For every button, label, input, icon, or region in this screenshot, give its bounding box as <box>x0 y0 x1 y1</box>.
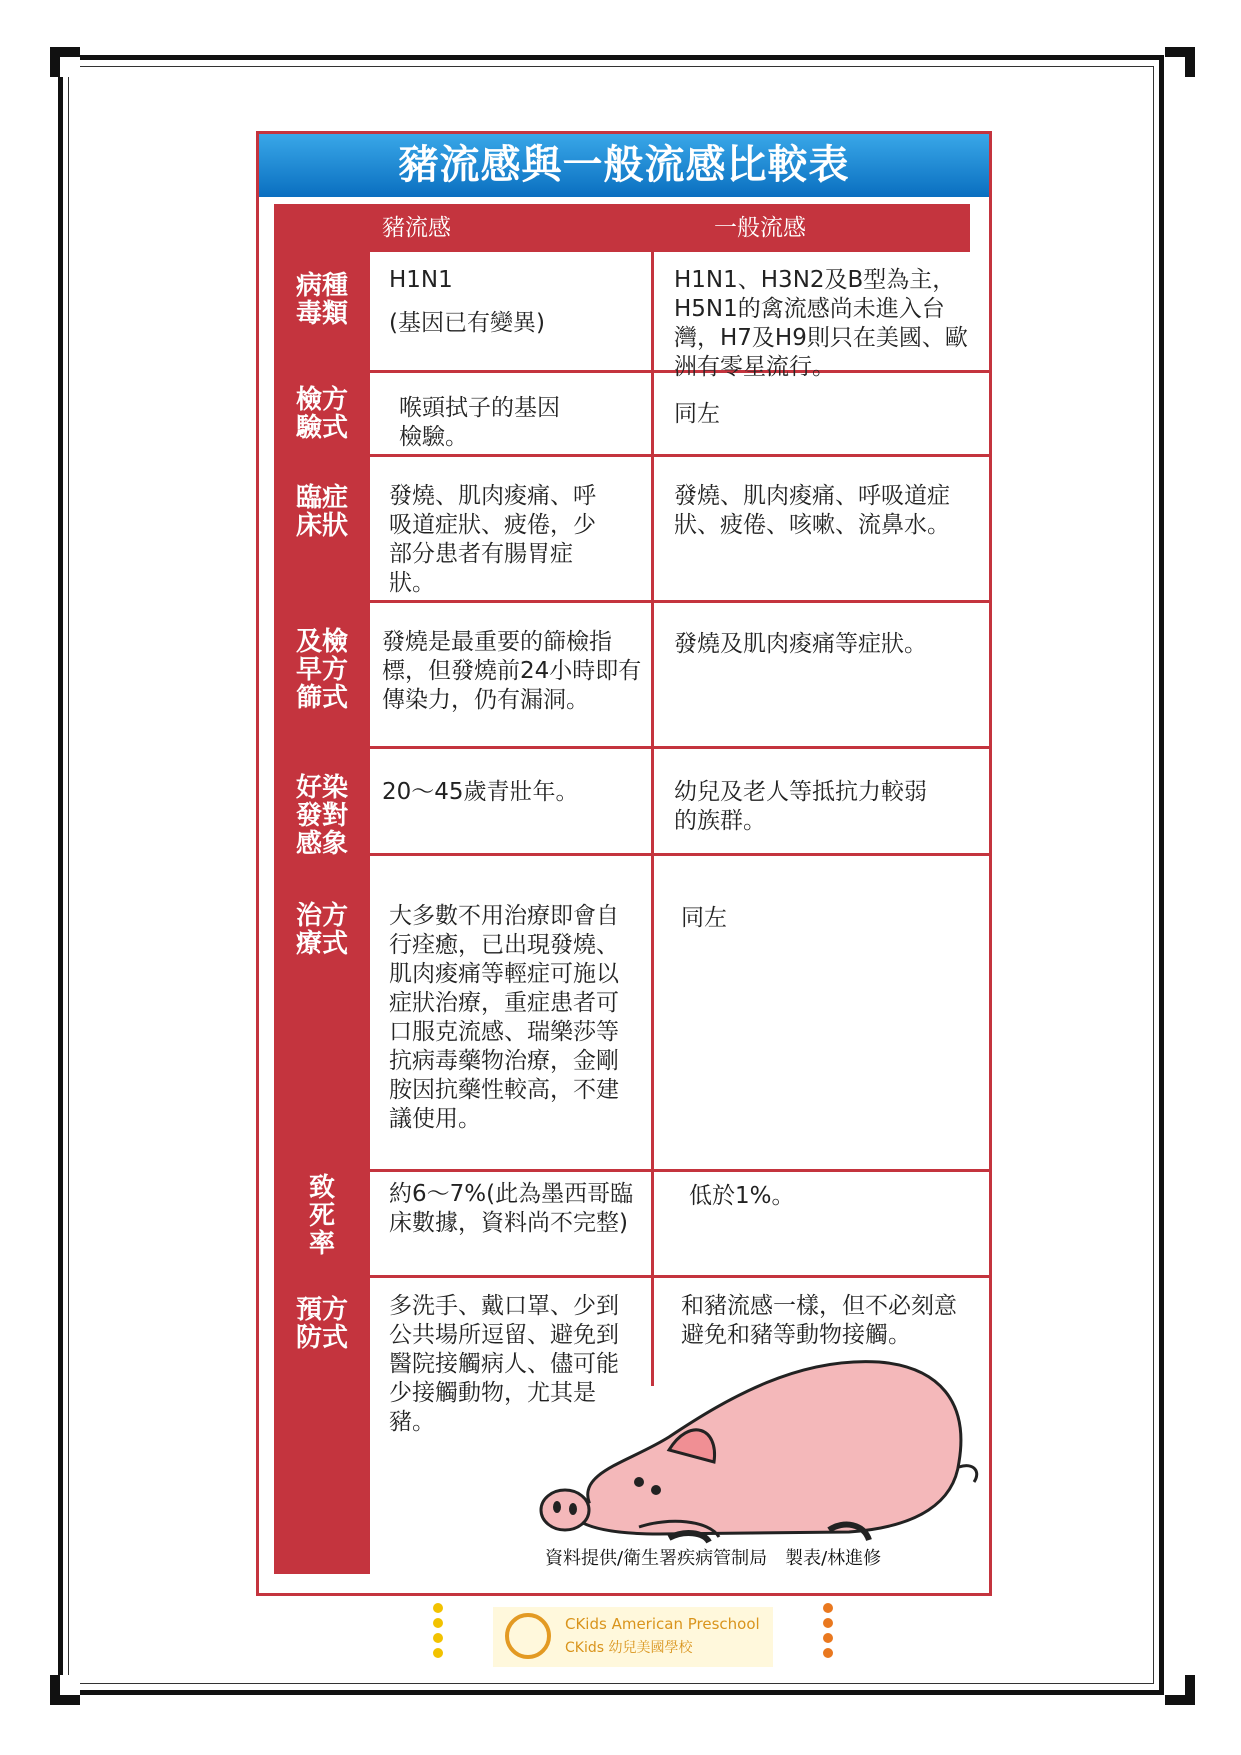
row-label-line: 治方 <box>295 901 348 931</box>
page-title: 豬流感與一般流感比較表 <box>259 134 989 197</box>
logo-text-zh: CKids 幼兒美國學校 <box>565 1640 693 1656</box>
column-header-bar <box>370 204 970 252</box>
column-divider <box>651 252 654 1386</box>
cell-general-treatment: 同左 <box>681 905 727 931</box>
row-label-screening <box>274 628 370 712</box>
cell-general-mortality: 低於1%。 <box>689 1183 795 1209</box>
row-divider <box>370 746 992 749</box>
row-divider <box>370 853 992 856</box>
preschool-logo-band <box>433 1603 833 1673</box>
row-label-line: 及檢 <box>295 627 348 657</box>
row-label-line: 驗式 <box>295 413 348 443</box>
row-label-line: 床狀 <box>295 511 348 541</box>
row-divider <box>370 600 992 603</box>
comparison-card <box>256 131 992 1596</box>
row-label-line: 毒類 <box>295 299 348 329</box>
cell-swine-prevention: 多洗手、戴口罩、少到公共場所逗留、避免到醫院接觸病人、儘可能少接觸動物，尤其是豬。 <box>389 1293 619 1435</box>
cell-general-susceptible-group: 幼兒及老人等抵抗力較弱的族群。 <box>674 779 927 834</box>
row-divider <box>370 454 992 457</box>
cell-line: H1N1 <box>389 267 453 293</box>
column-header-general: 一般流感 <box>714 215 806 241</box>
cell-swine-virus-type <box>389 266 641 338</box>
cell-swine-symptoms: 發燒、肌肉痠痛、呼吸道症狀、疲倦，少部分患者有腸胃症狀。 <box>389 483 596 596</box>
cell-general-symptoms: 發燒、肌肉痠痛、呼吸道症狀、疲倦、咳嗽、流鼻水。 <box>674 483 950 538</box>
column-header-swine: 豬流感 <box>382 215 451 241</box>
row-divider <box>370 1275 992 1278</box>
row-label-line: 臨症 <box>295 483 348 513</box>
row-label-symptoms <box>274 484 370 540</box>
frame-corner-bottom-left <box>50 1675 80 1705</box>
logo-text-en: CKids American Preschool <box>565 1615 760 1633</box>
row-label-line: 預方 <box>295 1295 348 1325</box>
cell-swine-susceptible-group: 20～45歲青壯年。 <box>382 779 579 805</box>
frame-corner-bottom-right <box>1165 1675 1195 1705</box>
decorative-dots-left <box>433 1603 443 1673</box>
row-label-virus-type <box>274 272 370 328</box>
cell-general-test-method: 同左 <box>674 401 720 427</box>
cell-general-screening: 發燒及肌肉痠痛等症狀。 <box>674 631 927 657</box>
cell-swine-screening: 發燒是最重要的篩檢指標，但發燒前24小時即有傳染力，仍有漏洞。 <box>382 629 642 713</box>
frame-corner-top-right <box>1165 47 1195 77</box>
row-label-line: 率 <box>308 1229 335 1259</box>
cell-general-prevention: 和豬流感一樣，但不必刻意避免和豬等動物接觸。 <box>681 1293 957 1348</box>
decorative-dots-right <box>823 1603 833 1673</box>
pig-illustration <box>519 1342 989 1547</box>
cell-swine-treatment: 大多數不用治療即會自行痊癒，已出現發燒、肌肉痠痛等輕症可施以症狀治療，重症患者可口服克流感、瑞樂莎等抗病毒藥物治療，金剛胺因抗藥性較高，不建議使用。 <box>389 903 619 1132</box>
ckids-logo-icon <box>505 1613 551 1659</box>
row-label-line: 致 <box>308 1173 335 1203</box>
row-label-line: 好染 <box>295 773 348 803</box>
row-label-prevention <box>274 1296 370 1352</box>
frame-corner-top-left <box>50 47 80 77</box>
row-label-line: 檢方 <box>295 385 348 415</box>
row-label-mortality <box>274 1174 370 1258</box>
row-label-line: 發對 <box>295 801 348 831</box>
row-label-line: 病種 <box>295 271 348 301</box>
row-label-treatment <box>274 902 370 958</box>
row-label-line: 感象 <box>295 829 348 859</box>
row-label-line: 死 <box>308 1201 335 1231</box>
cell-line: (基因已有變異) <box>389 310 545 336</box>
cell-general-virus-type: H1N1、H3N2及B型為主，H5N1的禽流感尚未進入台灣，H7及H9則只在美國、歐洲有零星流行。 <box>674 267 968 380</box>
row-label-line: 防式 <box>295 1323 348 1353</box>
row-label-line: 療式 <box>295 929 348 959</box>
cell-swine-mortality: 約6～7%(此為墨西哥臨床數據，資料尚不完整) <box>389 1181 634 1236</box>
cell-swine-test-method: 喉頭拭子的基因檢驗。 <box>399 395 560 450</box>
row-label-susceptible-group <box>274 774 370 858</box>
credit-line: 資料提供/衛生署疾病管制局 製表/林進修 <box>545 1548 882 1569</box>
row-label-line: 早方 <box>295 655 348 685</box>
row-label-line: 篩式 <box>295 683 348 713</box>
row-divider <box>370 1169 992 1172</box>
row-label-test-method <box>274 386 370 442</box>
